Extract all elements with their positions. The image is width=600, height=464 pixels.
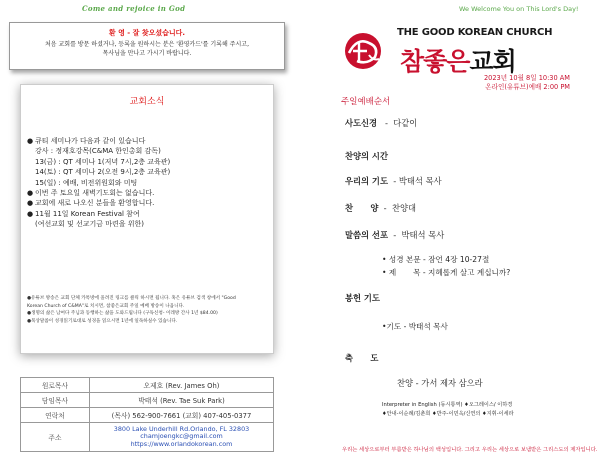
- website-link[interactable]: https://www.orlandokorean.com: [130, 439, 233, 448]
- news-item: 13(금) : QT 세미나 1(저녁 7시,2층 교육관): [35, 157, 171, 166]
- church-name-ko: 참좋은교회: [400, 47, 516, 76]
- fine-line: ●생명의 삶은 남여다 주님과 동행하는 삶을 도와드립니다 (구독신청- 이레방 간사 1년 $84.00): [27, 311, 218, 316]
- church-name-en: THE GOOD KOREAN CHURCH: [397, 27, 553, 38]
- order-item: 우리의 기도 - 박태석 목사: [345, 176, 442, 186]
- sermon-title: • 제 목 - 지혜롭게 살고 계십니까?: [382, 268, 511, 277]
- news-item: ● 교회에 새로 나오신 분들을 환영합니다.: [27, 199, 155, 208]
- welcome-box: [9, 22, 285, 70]
- order-item: 말씀의 선포 - 박태석 목사: [345, 230, 445, 240]
- table-row: [21, 393, 274, 408]
- offering-prayer: •기도 - 박태석 목사: [382, 322, 448, 331]
- row-value: 오제호 (Rev. James Oh): [90, 378, 274, 393]
- email-link[interactable]: chamjoengkc@gmail.com: [140, 432, 223, 441]
- news-title: 교회소식: [129, 97, 165, 107]
- news-item: 강사 : 정재호강목(C&MA 한인총회 감독): [35, 147, 161, 156]
- church-logo-icon: [339, 29, 387, 73]
- order-item: 찬양의 시간: [345, 151, 388, 161]
- interp-line: Interpreter in English (동시통역) ♦오그레이스/ 이하경: [382, 402, 513, 408]
- offering-label: 봉헌 기도: [345, 293, 380, 303]
- news-box: [20, 84, 274, 354]
- news-item: 14(토) : QT 세미나 2(오전 9시,2층 교육관): [35, 168, 171, 177]
- staff-line: ♦안내-이순례/김춘희 ♦반주-이민옥/신연의 ♦지휘-이세라: [382, 411, 514, 417]
- news-fine-print: [27, 295, 269, 325]
- order-title: 주일예배순서: [341, 97, 391, 107]
- row-key: 연락처: [21, 408, 90, 423]
- sermon-text: • 성경 본문 - 잠언 4장 10-27절: [382, 255, 490, 264]
- fine-line: ●유튜브 방송은 교회 단체 카톡방에 올려진 링크를 클릭 하시면 됩니다. 혹은 유튜브 검색 창에서 "Good: [27, 296, 236, 301]
- news-item: ● 11월 11일 Korean Festival 참여: [27, 209, 140, 218]
- online-time: 온라인(유튜브)예배 2:00 PM: [485, 83, 570, 91]
- closing-song: 찬양 - 가서 제자 삼으라: [397, 378, 483, 388]
- row-value: 박태석 (Rev. Tae Suk Park): [90, 393, 274, 408]
- row-key: 주소: [21, 423, 90, 452]
- welcome-line2: 목사님을 만나고 가시기 바랍니다.: [102, 50, 192, 57]
- fine-line: Korean Church of C&MA"로 치시면, 참좋은교회 주일 예배 방송이 나옵니다.: [27, 303, 185, 309]
- address-cell: [90, 423, 274, 452]
- row-key: 담임목사: [21, 393, 90, 408]
- row-value: (목사) 562-900-7661 (교회) 407-405-0377: [90, 408, 274, 423]
- news-item: 15(일) : 예배, 비전위원회와 미팅: [35, 178, 138, 187]
- order-item: 사도신경 - 다같이: [345, 118, 418, 128]
- welcome-title: 환 영 - 잘 찾오셨습니다.: [108, 29, 186, 37]
- table-row: [21, 408, 274, 423]
- fine-line: ●묵상말씀이 성경읽기로대로 성경을 읽으시면 1년에 일독하실수 있습니다.: [27, 318, 178, 324]
- news-list: [27, 136, 269, 230]
- header-script: Come and rejoice in God: [82, 4, 186, 13]
- welcome-header: We Welcome You on This Lord's Day!: [459, 5, 579, 13]
- table-row: [21, 423, 274, 452]
- benediction-label: 축 도: [345, 353, 379, 363]
- order-item: 찬 양 - 찬양대: [345, 203, 416, 213]
- address-line: 3800 Lake Underhill Rd.Orlando, FL 32803: [113, 424, 250, 433]
- service-date: [484, 74, 570, 92]
- row-key: 원로목사: [21, 378, 90, 393]
- interpreter-info: [382, 401, 514, 419]
- table-row: [21, 378, 274, 393]
- news-item: (여선교회 및 선교기금 마련을 위한): [35, 220, 145, 229]
- info-table: [20, 377, 274, 452]
- welcome-line1: 처음 교회를 방문 하셨거나, 등록을 원하시는 분은 '환영카드'를 기록해 주시고,: [45, 41, 249, 48]
- news-item: ● 이번 주 토요일 새벽기도회는 없습니다.: [27, 189, 155, 198]
- date-line: 2023년 10월 8일 10:30 AM: [483, 74, 570, 82]
- footer-motto: 우리는 세상으로부터 부름받은 하나님의 백성입니다. 그리고 우리는 세상으로 보냄받은 그리스도의 제자입니다.: [342, 447, 598, 453]
- news-item: ● 큐티 세미나가 다음과 같이 있습니다: [27, 137, 146, 145]
